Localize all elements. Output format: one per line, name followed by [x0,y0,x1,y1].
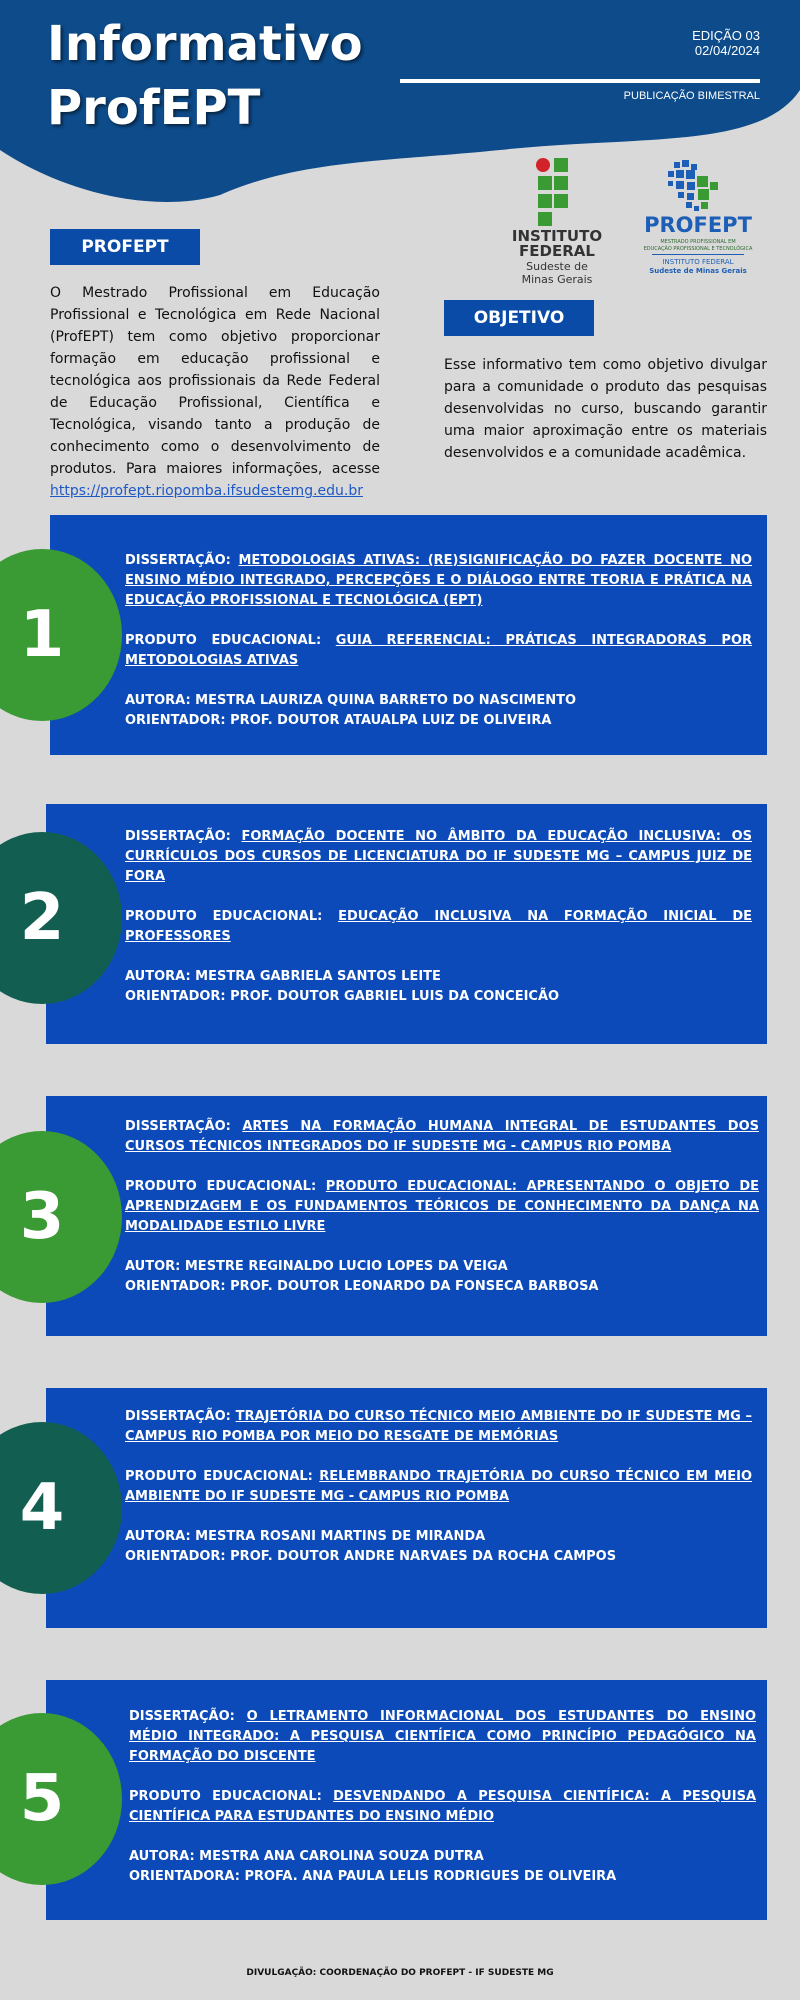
edition-date: 02/04/2024 [694,43,760,58]
dissertation-label: DISSERTAÇÃO: [125,553,231,568]
edition-number: EDIÇÃO 03 [692,28,760,43]
title-line-1: Informativo [47,16,363,72]
product-title: GUIA REFERENCIAL: PRÁTICAS INTEGRADORAS POR METODOLOGIAS ATIVAS [125,633,753,668]
profept-logo-name: PROFEPT [644,213,752,237]
profept-description [50,282,380,502]
people-2 [125,967,752,1007]
people-1 [125,691,752,731]
dissertation-title: METODOLOGIAS ATIVAS: (RE)SIGNIFICAÇÃO DO FAZER DOCENTE NO ENSINO MÉDIO INTEGRADO, PERCEPÇÕES E O DIÁLOGO ENTRE TEORIA E PRÁTICA NA EDUCAÇÃO PROFISSIONAL E TECNOLÓGICA (EPT) [125,553,752,608]
entry-number-badge-1: 1 [0,549,122,721]
entry-number-badge-4: 4 [0,1422,122,1594]
objetivo-label: OBJETIVO [444,300,594,336]
profept-logo-sub1: MESTRADO PROFISSIONAL EM [660,239,736,245]
author: AUTORA: MESTRA ROSANI MARTINS DE MIRANDA [125,1529,486,1544]
dissertation-title: FORMAÇÃO DOCENTE NO ÂMBITO DA EDUCAÇÃO INCLUSIVA: OS CURRÍCULOS DOS CURSOS DE LICENCIATURA DO IF SUDESTE MG – CAMPUS JUIZ DE FORA [125,829,752,884]
page-title [47,12,363,140]
profept-logo-sub2: EDUCAÇÃO PROFISSIONAL E TECNOLÓGICA [643,246,753,252]
entry-text-3 [125,1117,759,1297]
product-2 [125,907,752,947]
dissertation-title: ARTES NA FORMAÇÃO HUMANA INTEGRAL DE ESTUDANTES DOS CURSOS TÉCNICOS INTEGRADOS DO IF SUDESTE MG - CAMPUS RIO POMBA [125,1119,759,1154]
entry-text-5 [129,1707,756,1887]
header-divider [400,79,760,83]
profept-link[interactable]: https://profept.riopomba.ifsudestemg.edu.br [50,483,363,499]
product-label: PRODUTO EDUCACIONAL: [125,909,323,924]
if-logo-line2: FEDERAL [519,242,595,260]
product-title: RELEMBRANDO TRAJETÓRIA DO CURSO TÉCNICO EM MEIO AMBIENTE DO IF SUDESTE MG - CAMPUS RIO POMBA [125,1469,752,1504]
if-logo-line4: Minas Gerais [521,273,593,285]
advisor: ORIENTADOR: PROF. DOUTOR LEONARDO DA FONSECA BARBOSA [125,1279,599,1294]
dissertation-2 [125,827,752,887]
publication-frequency: PUBLICAÇÃO BIMESTRAL [623,90,760,102]
people-3 [125,1257,759,1297]
dissertation-3 [125,1117,759,1157]
advisor: ORIENTADOR: PROF. DOUTOR ANDRE NARVAES DA ROCHA CAMPOS [125,1549,617,1564]
product-label: PRODUTO EDUCACIONAL: [125,633,322,648]
entry-number-badge-3: 3 [0,1131,122,1303]
if-logo-line1: INSTITUTO [511,227,603,245]
author: AUTORA: MESTRA ANA CAROLINA SOUZA DUTRA [129,1849,484,1864]
dissertation-label: DISSERTAÇÃO: [125,1409,231,1424]
dissertation-title: O LETRAMENTO INFORMACIONAL DOS ESTUDANTES DO ENSINO MÉDIO INTEGRADO: A PESQUISA CIENTÍFICA COMO PRINCÍPIO PEDAGÓGICO NA FORMAÇÃO DO DISCENTE [129,1709,757,1764]
product-label: PRODUTO EDUCACIONAL: [129,1789,322,1804]
entry-text-1 [125,551,752,731]
product-5 [129,1787,756,1827]
product-label: PRODUTO EDUCACIONAL: [125,1179,317,1194]
people-4 [125,1527,752,1567]
product-label: PRODUTO EDUCACIONAL: [125,1469,313,1484]
dissertation-label: DISSERTAÇÃO: [125,829,231,844]
people-5 [129,1847,756,1887]
footer-credit: DIVULGAÇÃO: COORDENAÇÃO DO PROFEPT - IF SUDESTE MG [246,1968,554,1978]
product-title: EDUCAÇÃO INCLUSIVA NA FORMAÇÃO INICIAL DE PROFESSORES [125,909,752,944]
profept-logo-sub4: Sudeste de Minas Gerais [649,267,747,275]
entry-number-badge-5: 5 [0,1713,122,1885]
dissertation-title: TRAJETÓRIA DO CURSO TÉCNICO MEIO AMBIENTE DO IF SUDESTE MG – CAMPUS RIO POMBA POR MEIO DO RESGATE DE MEMÓRIAS [125,1409,752,1444]
dissertation-5 [129,1707,756,1767]
entry-text-2 [125,827,752,1007]
profept-label: PROFEPT [50,229,200,265]
profept-logo-sub3: INSTITUTO FEDERAL [662,258,734,266]
product-title: DESVENDANDO A PESQUISA CIENTÍFICA: A PESQUISA CIENTÍFICA PARA ESTUDANTES DO ENSINO MÉDIO [129,1789,757,1824]
dissertation-label: DISSERTAÇÃO: [125,1119,231,1134]
edition-info [692,28,760,58]
product-title: PRODUTO EDUCACIONAL: APRESENTANDO O OBJETO DE APRENDIZAGEM E OS FUNDAMENTOS TEÓRICOS DE CONHECIMENTO DA DANÇA NA MODALIDADE ESTILO LIVRE [125,1179,760,1234]
objetivo-description: Esse informativo tem como objetivo divulgar para a comunidade o produto das pesquisas desenvolvidas no curso, buscando garantir uma maior aproximação entre os materiais desenvolvidos e a comunidade acadêmica. [444,357,767,461]
advisor: ORIENTADOR: PROF. DOUTOR GABRIEL LUIS DA CONCEICÃO [125,989,560,1004]
dissertation-4 [125,1407,752,1447]
dissertation-label: DISSERTAÇÃO: [129,1709,235,1724]
entry-text-4 [125,1407,752,1567]
entry-number-badge-2: 2 [0,832,122,1004]
profept-logo [638,160,758,288]
author: AUTORA: MESTRA LAURIZA QUINA BARRETO DO NASCIMENTO [125,693,577,708]
title-line-2: ProfEPT [47,80,261,136]
author: AUTORA: MESTRA GABRIELA SANTOS LEITE [125,969,441,984]
product-3 [125,1177,759,1237]
dissertation-1 [125,551,752,611]
advisor: ORIENTADOR: PROF. DOUTOR ATAUALPA LUIZ DE OLIVEIRA [125,713,552,728]
product-1 [125,631,752,671]
instituto-federal-logo [505,155,610,285]
author: AUTOR: MESTRE REGINALDO LUCIO LOPES DA VEIGA [125,1259,508,1274]
if-logo-line3: Sudeste de [526,260,588,273]
advisor: ORIENTADORA: PROFA. ANA PAULA LELIS RODRIGUES DE OLIVEIRA [129,1869,617,1884]
product-4 [125,1467,752,1507]
profept-description-text: O Mestrado Profissional em Educação Profissional e Tecnológica em Rede Nacional (ProfEPT) tem como objetivo proporcionar formação em educação profissional e tecnológica aos profissionais da Rede Federal de Educação Profissional, Científica e Tecnológica, visando tanto a produção de conhecimento como o desenvolvimento de produtos. Para maiores informações, acesse [50,285,380,477]
